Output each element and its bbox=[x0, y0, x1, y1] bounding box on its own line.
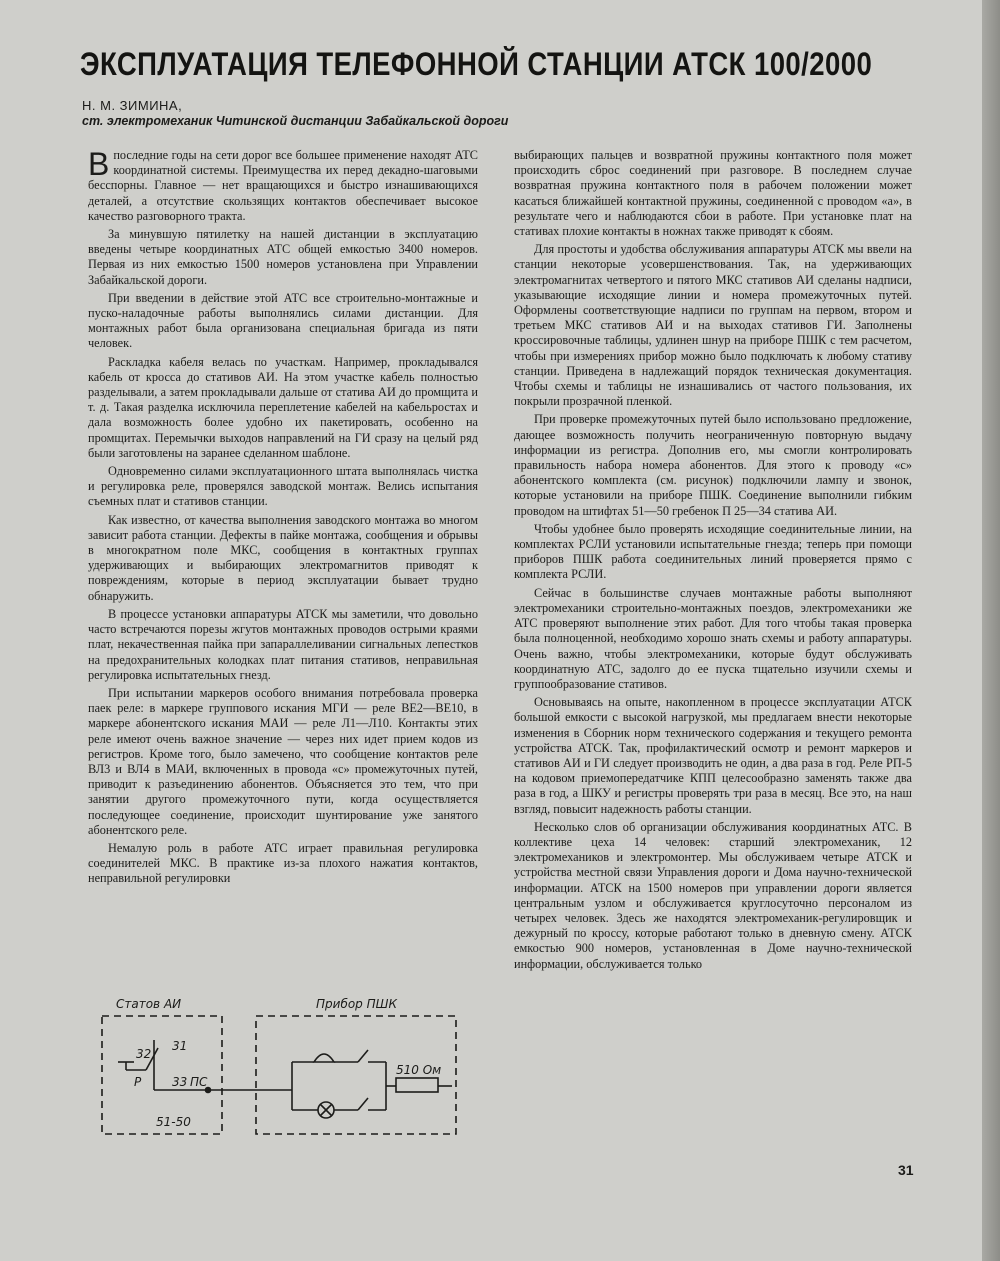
paragraph: При испытании маркеров особого внимания потребовала проверка паек реле: в маркере группового искания МГИ — реле ВЕ2—ВЕ10, в маркере абонентского искания МАИ — реле Л1—Л10. Контакты этих реле имеют очень важное значение — через них идет прием кодов из регистров. Кроме того, было замечено, что сообщение контактов реле ВЛ3 и ВЛ4 в МАИ, включенных в провода «с» промежуточных путей, приводит к разъединению абонентов. Объясняется это тем, что при занятии другого промежуточного пути, когда осуществляется последующее соединение, происходит шунтирование уже занятого абонентского реле. bbox=[88, 685, 478, 837]
paragraph: В процессе установки аппаратуры АТСК мы заметили, что довольно часто встречаются порезы жгутов монтажных проводов острыми краями плат, некачественная пайка при запараллеливании сигнальных лепестков на предохранительных колодках плат питания стативов, неправильная регулировка испытательных гнезд. bbox=[88, 606, 478, 682]
pshk-device-label: Прибор ПШК bbox=[316, 997, 397, 1011]
paragraph: Несколько слов об организации обслуживания координатных АТС. В коллективе цеха 14 человек: старший электромеханик, 12 электромехаников и электромонтер. Мы обслуживаем четыре АТСК и устройства местной связи Управления дороги и Дома научно-технической информации. АТСК на 1500 номеров при управлении дороги является центральным узлом и обслуживается круглосуточно персоналом из четырех человек. Здесь же находятся электромеханик-регулировщик и дежурный по кроссу, которые работают только в дневную смену. АТСК емкостью 900 номеров, установленная в Доме научно-технической информации, обслуживается только bbox=[514, 819, 912, 971]
left-text-column bbox=[88, 148, 478, 890]
paragraph: выбирающих пальцев и возвратной пружины контактного поля может происходить сброс соединений при разговоре. В последнем случае возвратная пружина контактного поля в рабочем положении может касаться ближайшей контактной пружины, соединенной с проводом «а», в результате чего и наблюдаются сбои в работе. При установке плат на стативах плохие контакты в ножнах также приводят к сбоям. bbox=[514, 148, 912, 239]
paragraph: Раскладка кабеля велась по участкам. Например, прокладывался кабель от кросса до стативов АИ. На этом участке кабель полностью разделывали, а затем прокладывали дальше от статива АИ до промщита и т. д. Такая разделка исключила переплетение кабелей на кабельростах и дала возможность более удобно их пакетировать, особенно на промщитах. Перемычки выходов направлений на ГИ сразу на целый ряд были заготовлены на заранее сделанном шаблоне. bbox=[88, 354, 478, 460]
pin-32-label: 32 bbox=[136, 1047, 152, 1061]
bell-symbol bbox=[314, 1054, 334, 1062]
pin-33-label: 33 bbox=[172, 1075, 188, 1089]
paragraph: Как известно, от качества выполнения заводского монтажа во многом зависит работа станции. Дефекты в пайке монтажа, сообщения и обрывы в многократном поле МКС, сообщения в контактных группах удерживающих и выбирающих электромагнитов приводят к повреждениям, которые в период эксплуатации бывает трудно обнаружить. bbox=[88, 512, 478, 603]
relay-p-label: Р bbox=[134, 1075, 142, 1089]
paragraph: Основываясь на опыте, накопленном в процессе эксплуатации АТСК большой емкости с высокой нагрузкой, мы предлагаем внести некоторые изменения в Сборник норм технического содержания и текущего ремонта устройства АТСК. Так, профилактический осмотр и ремонт маркеров и стативов АИ и ГИ следует производить не один, а два раза в год. Реле РП-5 на кодовом приемопередатчике КПП целесообразно заменять также два раза в год, а ШКУ и регистры проверять три раза в месяц. Все это, на наш взгляд, повысит надежность работы станции. bbox=[514, 695, 912, 816]
binding-edge bbox=[982, 0, 1000, 1261]
pin-31-label: 31 bbox=[172, 1039, 188, 1053]
lamp-switch bbox=[358, 1098, 368, 1110]
page-number: 31 bbox=[898, 1162, 914, 1178]
bell-switch bbox=[358, 1050, 368, 1062]
paragraph: Впоследние годы на сети дорог все большее применение находят АТС координатной системы. Преимущества их перед декадно-шаговыми бесспорны. Главное — нет вращающихся и быстро изнашивающихся деталей, а отсутствие скользящих контактов обеспечивает высокое качество разговорного тракта. bbox=[88, 146, 478, 223]
rack-ai-label: Статов АИ bbox=[116, 997, 182, 1011]
circuit-diagram-svg bbox=[96, 990, 468, 1150]
drop-cap: В bbox=[88, 146, 110, 182]
paragraph: При введении в действие этой АТС все строительно-монтажные и пуско-наладочные работы выполнялись силами дистанции. Для монтажных работ была организована специальная бригада из пяти человек. bbox=[88, 290, 478, 351]
ps-label: ПС bbox=[190, 1075, 208, 1089]
author-name: Н. М. ЗИМИНА, bbox=[82, 98, 183, 113]
resistor-label: 510 Ом bbox=[396, 1063, 442, 1077]
paragraph: Сейчас в большинстве случаев монтажные работы выполняют электромеханики строительно-монтажных поездов, электромеханики же АТС проверяют выполнение этих работ. Для того чтобы такая проверка была полноценной, необходимо хорошо знать схемы и работу аппаратуры. Очень важно, чтобы электромеханики, которые будут обслуживать координатную АТС, задолго до ее пуска тщательно изучили схемы и группообразование стативов. bbox=[514, 585, 912, 691]
paragraph: При проверке промежуточных путей было использовано предложение, дающее возможность получить неограниченную повторную выдачу информации из регистра. Дополнив его, мы смогли контролировать правильность набора номера абонентов. Для этого к проводу «с» абонентского комплекта (см. рисунок) подключили лампу и звонок, которые установили на приборе ПШК. Соединение выполнили гибким проводом на штифтах 51—50 гребенок П 25—34 статива АИ. bbox=[514, 412, 912, 518]
strip-label: 51-50 bbox=[156, 1115, 191, 1129]
author-role: ст. электромеханик Читинской дистанции Забайкальской дороги bbox=[82, 114, 509, 128]
paragraph: Для простоты и удобства обслуживания аппаратуры АТСК мы ввели на станции некоторые усовершенствования. Так, на удерживающих электромагнитах четвертого и пятого МКС стативов АИ сделаны надписи, указывающие исходящие линии и номера промежуточных путей. Оформлены соответствующие надписи по группам на первом, втором и третьем МКС стативов АИ и на выходах стативов ГИ. Заполнены кроссировочные таблицы, удлинен шнур на приборе ПШК с тем расчетом, чтобы при измерениях прибор можно было подключать к любому стативу станции. Приведена в надлежащий порядок техническая документация. Чтобы схемы и таблицы не изнашивались от частого пользования, их покрыли прозрачной пленкой. bbox=[514, 242, 912, 409]
paragraph: Одновременно силами эксплуатационного штата выполнялась чистка и регулировка реле, проверялся заводской монтаж. Велись испытания съемных плат и стативов станции. bbox=[88, 464, 478, 509]
article-title: ЭКСПЛУАТАЦИЯ ТЕЛЕФОННОЙ СТАНЦИИ АТСК 100/2000 bbox=[80, 46, 873, 82]
circuit-diagram bbox=[96, 990, 468, 1150]
paragraph: Чтобы удобнее было проверять исходящие соединительные линии, на комплектах РСЛИ установили испытательные гнезда; теперь при помощи приборов ПШК работа соединительных линий проверяется прямо с комплекта РСЛИ. bbox=[514, 521, 912, 582]
resistor-symbol bbox=[396, 1078, 438, 1092]
paragraph: За минувшую пятилетку на нашей дистанции в эксплуатацию введены четыре координатных АТС общей емкостью 3400 номеров. Первая из них емкостью 1500 номеров установлена при Управлении Забайкальской дороги. bbox=[88, 227, 478, 287]
right-text-column bbox=[514, 148, 912, 975]
paragraph: Немалую роль в работе АТС играет правильная регулировка соединителей МКС. В практике из-за плохого нажатия контактов, неправильной регулировки bbox=[88, 840, 478, 886]
